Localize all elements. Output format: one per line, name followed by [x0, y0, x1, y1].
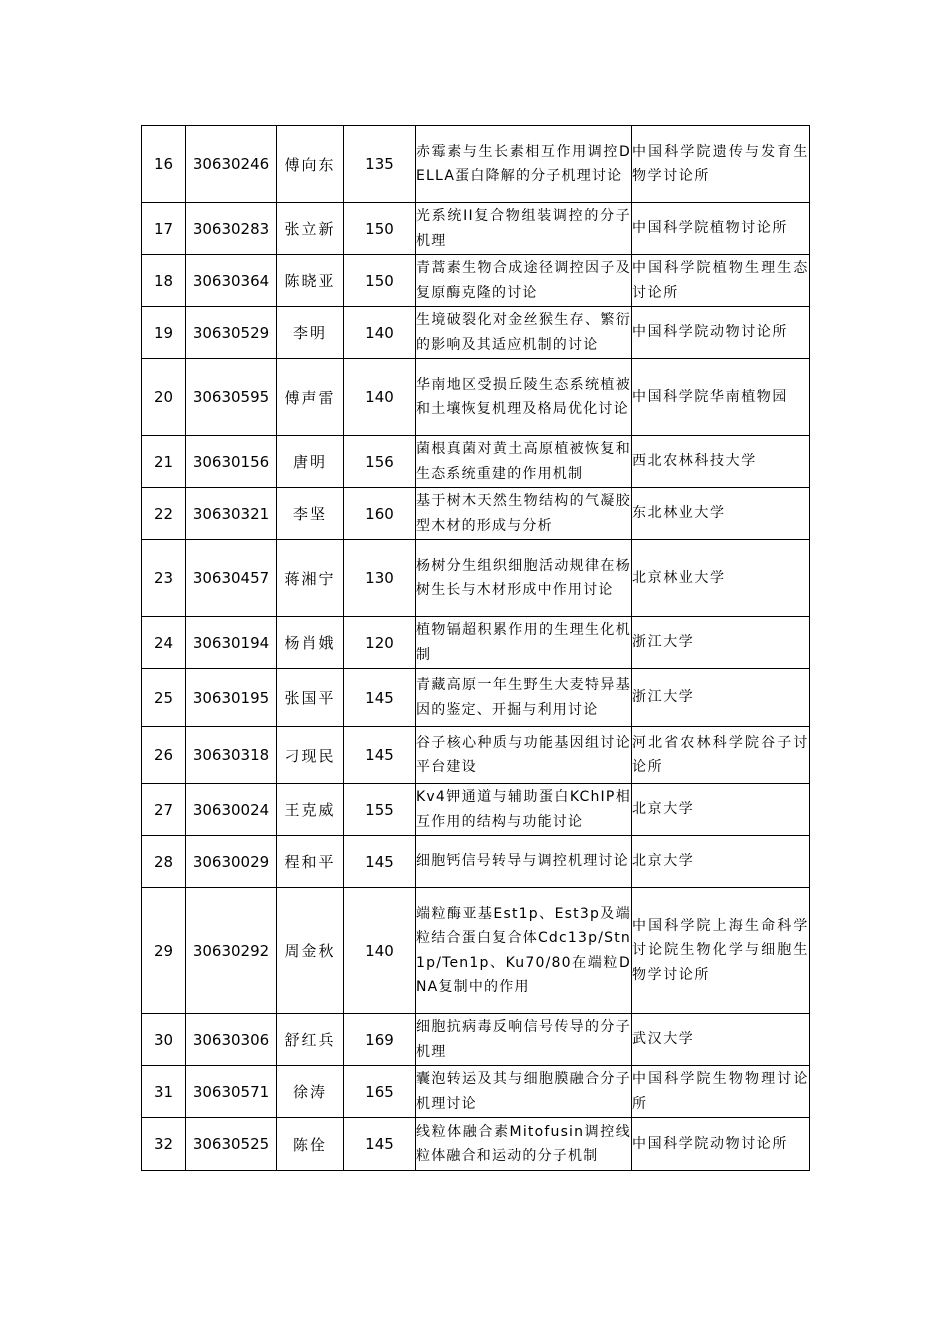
project-title: Kv4钾通道与辅助蛋白KChIP相互作用的结构与功能讨论 — [416, 784, 632, 836]
project-code: 30630321 — [186, 488, 277, 540]
funding-amount: 160 — [344, 488, 416, 540]
investigator-name: 傅声雷 — [277, 359, 344, 436]
project-code: 30630318 — [186, 727, 277, 784]
table-row — [142, 617, 810, 669]
row-number: 27 — [142, 784, 186, 836]
project-code: 30630246 — [186, 126, 277, 203]
investigator-name: 徐涛 — [277, 1066, 344, 1118]
funding-amount: 130 — [344, 540, 416, 617]
funding-amount: 140 — [344, 359, 416, 436]
project-code: 30630529 — [186, 307, 277, 359]
table-row — [142, 307, 810, 359]
project-title: 菌根真菌对黄土高原植被恢复和生态系统重建的作用机制 — [416, 436, 632, 488]
project-title: 基于树木天然生物结构的气凝胶型木材的形成与分析 — [416, 488, 632, 540]
funding-amount: 145 — [344, 727, 416, 784]
row-number: 17 — [142, 203, 186, 255]
investigator-name: 蒋湘宁 — [277, 540, 344, 617]
investigator-name: 程和平 — [277, 836, 344, 888]
table-row — [142, 1014, 810, 1066]
investigator-name: 王克威 — [277, 784, 344, 836]
funding-amount: 145 — [344, 1118, 416, 1171]
table-row — [142, 255, 810, 307]
project-code: 30630364 — [186, 255, 277, 307]
project-code: 30630156 — [186, 436, 277, 488]
project-code: 30630195 — [186, 669, 277, 727]
institution: 北京林业大学 — [632, 540, 810, 617]
table-row — [142, 488, 810, 540]
investigator-name: 李坚 — [277, 488, 344, 540]
project-code: 30630283 — [186, 203, 277, 255]
project-code: 30630194 — [186, 617, 277, 669]
row-number: 18 — [142, 255, 186, 307]
row-number: 22 — [142, 488, 186, 540]
project-title: 细胞抗病毒反响信号传导的分子机理 — [416, 1014, 632, 1066]
table-row — [142, 1066, 810, 1118]
table-row — [142, 126, 810, 203]
project-code: 30630029 — [186, 836, 277, 888]
project-code: 30630024 — [186, 784, 277, 836]
project-title: 赤霉素与生长素相互作用调控DELLA蛋白降解的分子机理讨论 — [416, 126, 632, 203]
investigator-name: 傅向东 — [277, 126, 344, 203]
project-code: 30630571 — [186, 1066, 277, 1118]
institution: 东北林业大学 — [632, 488, 810, 540]
row-number: 20 — [142, 359, 186, 436]
institution: 中国科学院动物讨论所 — [632, 1118, 810, 1171]
table-row — [142, 836, 810, 888]
investigator-name: 杨肖娥 — [277, 617, 344, 669]
funding-amount: 165 — [344, 1066, 416, 1118]
institution: 中国科学院上海生命科学讨论院生物化学与细胞生物学讨论所 — [632, 888, 810, 1014]
row-number: 28 — [142, 836, 186, 888]
table-row — [142, 436, 810, 488]
table-row — [142, 888, 810, 1014]
project-code: 30630525 — [186, 1118, 277, 1171]
project-title: 细胞钙信号转导与调控机理讨论 — [416, 836, 632, 888]
funding-amount: 150 — [344, 203, 416, 255]
investigator-name: 陈佺 — [277, 1118, 344, 1171]
funding-amount: 169 — [344, 1014, 416, 1066]
investigator-name: 李明 — [277, 307, 344, 359]
project-title: 杨树分生组织细胞活动规律在杨树生长与木材形成中作用讨论 — [416, 540, 632, 617]
institution: 浙江大学 — [632, 617, 810, 669]
table-row — [142, 784, 810, 836]
project-code: 30630306 — [186, 1014, 277, 1066]
project-title: 端粒酶亚基Est1p、Est3p及端粒结合蛋白复合体Cdc13p/Stn1p/Ten1p、Ku70/80在端粒DNA复制中的作用 — [416, 888, 632, 1014]
project-code: 30630595 — [186, 359, 277, 436]
institution: 河北省农林科学院谷子讨论所 — [632, 727, 810, 784]
row-number: 19 — [142, 307, 186, 359]
table-row — [142, 540, 810, 617]
funding-amount: 140 — [344, 307, 416, 359]
funding-amount: 155 — [344, 784, 416, 836]
funding-amount: 120 — [344, 617, 416, 669]
institution: 中国科学院动物讨论所 — [632, 307, 810, 359]
investigator-name: 陈晓亚 — [277, 255, 344, 307]
table-row — [142, 1118, 810, 1171]
investigator-name: 张立新 — [277, 203, 344, 255]
institution: 中国科学院生物物理讨论所 — [632, 1066, 810, 1118]
institution: 西北农林科技大学 — [632, 436, 810, 488]
funding-amount: 156 — [344, 436, 416, 488]
row-number: 16 — [142, 126, 186, 203]
institution: 武汉大学 — [632, 1014, 810, 1066]
investigator-name: 张国平 — [277, 669, 344, 727]
institution: 中国科学院植物讨论所 — [632, 203, 810, 255]
investigator-name: 刁现民 — [277, 727, 344, 784]
project-title: 线粒体融合素Mitofusin调控线粒体融合和运动的分子机制 — [416, 1118, 632, 1171]
project-title: 囊泡转运及其与细胞膜融合分子机理讨论 — [416, 1066, 632, 1118]
row-number: 25 — [142, 669, 186, 727]
investigator-name: 唐明 — [277, 436, 344, 488]
institution: 北京大学 — [632, 784, 810, 836]
row-number: 32 — [142, 1118, 186, 1171]
institution: 中国科学院华南植物园 — [632, 359, 810, 436]
table-row — [142, 359, 810, 436]
project-title: 华南地区受损丘陵生态系统植被和土壤恢复机理及格局优化讨论 — [416, 359, 632, 436]
institution: 北京大学 — [632, 836, 810, 888]
table-row — [142, 203, 810, 255]
funding-amount: 150 — [344, 255, 416, 307]
row-number: 26 — [142, 727, 186, 784]
project-title: 青蒿素生物合成途径调控因子及复原酶克隆的讨论 — [416, 255, 632, 307]
institution: 浙江大学 — [632, 669, 810, 727]
row-number: 31 — [142, 1066, 186, 1118]
row-number: 29 — [142, 888, 186, 1014]
row-number: 30 — [142, 1014, 186, 1066]
project-title: 青藏高原一年生野生大麦特异基因的鉴定、开掘与利用讨论 — [416, 669, 632, 727]
table-row — [142, 669, 810, 727]
row-number: 21 — [142, 436, 186, 488]
investigator-name: 舒红兵 — [277, 1014, 344, 1066]
project-title: 光系统II复合物组装调控的分子机理 — [416, 203, 632, 255]
row-number: 24 — [142, 617, 186, 669]
funding-amount: 140 — [344, 888, 416, 1014]
grant-table — [141, 125, 810, 1171]
funding-amount: 145 — [344, 836, 416, 888]
project-title: 生境破裂化对金丝猴生存、繁衍的影响及其适应机制的讨论 — [416, 307, 632, 359]
table-row — [142, 727, 810, 784]
project-code: 30630292 — [186, 888, 277, 1014]
investigator-name: 周金秋 — [277, 888, 344, 1014]
funding-amount: 135 — [344, 126, 416, 203]
project-code: 30630457 — [186, 540, 277, 617]
project-title: 谷子核心种质与功能基因组讨论平台建设 — [416, 727, 632, 784]
project-title: 植物镉超积累作用的生理生化机制 — [416, 617, 632, 669]
institution: 中国科学院植物生理生态讨论所 — [632, 255, 810, 307]
row-number: 23 — [142, 540, 186, 617]
institution: 中国科学院遗传与发育生物学讨论所 — [632, 126, 810, 203]
funding-amount: 145 — [344, 669, 416, 727]
